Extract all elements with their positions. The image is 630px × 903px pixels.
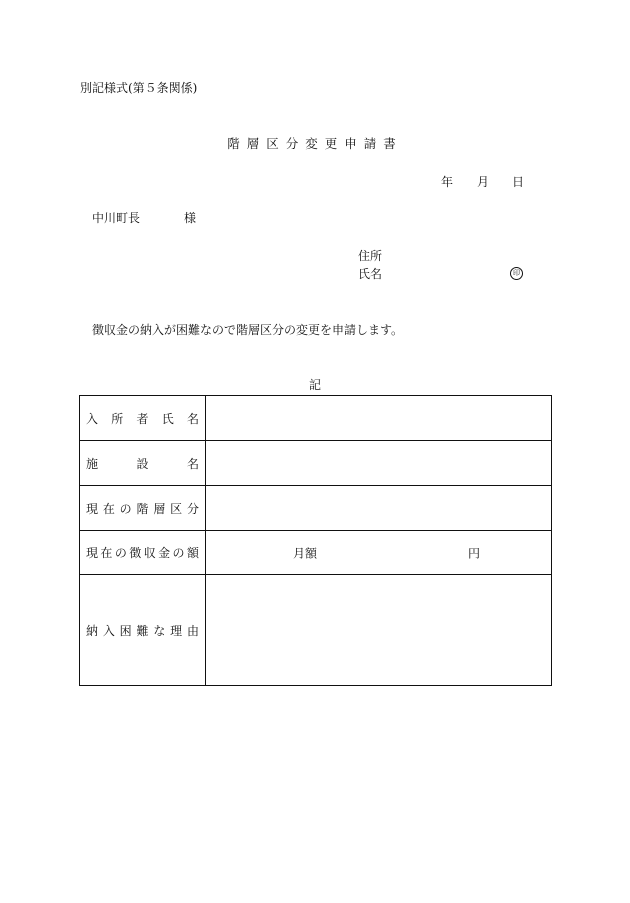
label-char: の xyxy=(172,546,185,560)
label-char: 層 xyxy=(153,501,166,516)
label-char: 現 xyxy=(86,501,99,516)
ki-heading: 記 xyxy=(308,378,321,392)
row-label-cell xyxy=(80,575,206,686)
label-char: 区 xyxy=(170,501,183,516)
table-row xyxy=(80,486,552,531)
addressee: 中川町長 xyxy=(92,211,141,225)
row-label xyxy=(80,622,205,639)
row-label xyxy=(80,544,205,561)
label-char: 困 xyxy=(119,623,132,638)
address-label: 住所 xyxy=(358,249,383,263)
label-char: 入 xyxy=(102,623,115,638)
label-char: の xyxy=(119,501,132,516)
label-char: 名 xyxy=(186,456,199,471)
reason-field[interactable] xyxy=(206,575,552,686)
table-row xyxy=(80,396,552,441)
row-label-cell xyxy=(80,486,206,531)
date-month-label: 月 xyxy=(477,175,490,189)
current-fee-field[interactable] xyxy=(206,531,552,575)
row-label-cell xyxy=(80,396,206,441)
label-char: 納 xyxy=(86,623,99,638)
seal-icon: 印 xyxy=(510,267,523,280)
date-year-label: 年 xyxy=(441,175,454,189)
resident-name-field[interactable] xyxy=(206,396,552,441)
label-char: 入 xyxy=(86,411,99,426)
label-char: 由 xyxy=(186,623,199,638)
label-char: 難 xyxy=(136,623,149,638)
label-char: 理 xyxy=(170,623,183,638)
label-char: 分 xyxy=(186,501,199,516)
table-row xyxy=(80,531,552,575)
current-class-field[interactable] xyxy=(206,486,552,531)
row-label-cell xyxy=(80,531,206,575)
label-char: 所 xyxy=(111,411,124,426)
table-row xyxy=(80,441,552,486)
label-char: 収 xyxy=(143,546,156,560)
label-char: 在 xyxy=(102,501,115,516)
label-char: 現 xyxy=(86,546,99,560)
label-char: 金 xyxy=(158,546,171,560)
row-label xyxy=(80,455,205,472)
label-char: 階 xyxy=(136,501,149,516)
label-char: 設 xyxy=(136,456,149,471)
label-char: 在 xyxy=(100,546,113,560)
label-char: 氏 xyxy=(161,411,174,426)
date-day-label: 日 xyxy=(512,175,525,189)
facility-name-field[interactable] xyxy=(206,441,552,486)
row-label-cell xyxy=(80,441,206,486)
honorific: 様 xyxy=(184,211,197,225)
label-char: 額 xyxy=(186,546,199,560)
monthly-label: 月額 xyxy=(293,546,318,560)
label-char: 者 xyxy=(136,411,149,426)
label-char: な xyxy=(153,623,166,638)
label-char: 名 xyxy=(186,411,199,426)
label-char: 施 xyxy=(86,456,99,471)
table-row xyxy=(80,575,552,686)
label-char: 徴 xyxy=(129,546,142,560)
label-char: の xyxy=(114,546,127,560)
yen-label: 円 xyxy=(468,546,481,560)
name-label: 氏名 xyxy=(358,267,383,281)
document-title: 階層区分変更申請書 xyxy=(227,136,403,151)
body-text: 徴収金の納入が困難なので階層区分の変更を申請します。 xyxy=(92,323,404,337)
detail-table xyxy=(79,395,552,686)
row-label xyxy=(80,410,205,427)
row-label xyxy=(80,500,205,517)
form-label: 別記様式(第５条関係) xyxy=(80,81,198,95)
